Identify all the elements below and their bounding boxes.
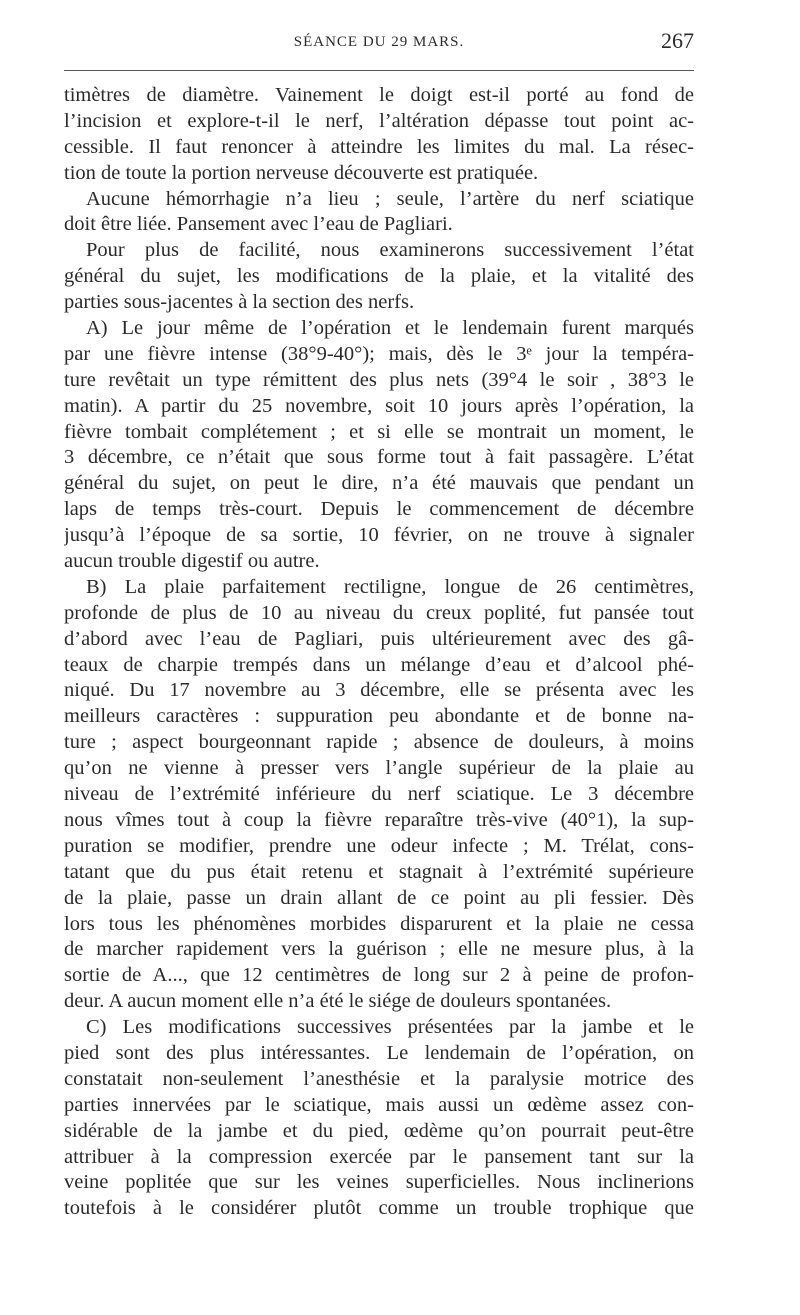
text-line: timètres de diamètre. Vainement le doigt est-il porté au fond de bbox=[64, 84, 694, 106]
text-line: matin). A partir du 25 novembre, soit 10 jours après l’opération, la bbox=[64, 394, 694, 417]
text-line: A) Le jour même de l’opération et le lendemain furent marqués bbox=[86, 317, 694, 340]
text-line: tion de toute la portion nerveuse découverte est pratiquée. bbox=[64, 161, 539, 184]
book-page bbox=[64, 26, 694, 1222]
text-line: pied sont des plus intéressantes. Le lendemain de l’opération, on bbox=[64, 1041, 694, 1064]
text-line: Aucune hémorrhagie n’a lieu ; seule, l’artère du nerf sciatique bbox=[86, 187, 694, 210]
text-line: parties sous-jacentes à la section des nerfs. bbox=[64, 291, 415, 314]
text-line: B) La plaie parfaitement rectiligne, longue de 26 centimètres, bbox=[86, 575, 694, 598]
text-line: aucun trouble digestif ou autre. bbox=[64, 550, 320, 573]
text-line: jusqu’à l’époque de sa sortie, 10 février, on ne trouve à signaler bbox=[64, 524, 694, 547]
header-rule bbox=[64, 70, 694, 71]
text-line: doit être liée. Pansement avec l’eau de Pagliari. bbox=[64, 213, 453, 236]
text-line: toutefois à le considérer plutôt comme un trouble trophique que bbox=[64, 1197, 694, 1220]
text-line: Pour plus de facilité, nous examinerons successivement l’état bbox=[86, 239, 694, 262]
text-line: ture ; aspect bourgeonnant rapide ; absence de douleurs, à moins bbox=[64, 731, 694, 754]
text-line: lors tous les phénomènes morbides disparurent et la plaie ne cessa bbox=[64, 912, 694, 935]
text-line: niqué. Du 17 novembre au 3 décembre, elle se présenta avec les bbox=[64, 679, 694, 702]
text-line: parties innervées par le sciatique, mais aussi un œdème assez con- bbox=[64, 1093, 694, 1116]
running-title: SÉANCE DU 29 MARS. bbox=[293, 34, 465, 50]
body-text bbox=[64, 83, 694, 1222]
text-line: puration se modifier, prendre une odeur infecte ; M. Trélat, cons- bbox=[64, 834, 694, 857]
text-line: meilleurs caractères : suppuration peu abondante et de bonne na- bbox=[64, 705, 694, 728]
text-line: de marcher rapidement vers la guérison ; elle ne mesure plus, à la bbox=[64, 938, 694, 961]
text-line: constatait non-seulement l’anesthésie et la paralysie motrice des bbox=[64, 1067, 694, 1090]
text-line: niveau de l’extrémité inférieure du nerf sciatique. Le 3 décembre bbox=[64, 783, 694, 806]
text-line: 3 décembre, ce n’était que sous forme tout à fait passagère. L’état bbox=[64, 446, 694, 469]
text-line: fièvre tombait complétement ; et si elle se montrait un moment, le bbox=[64, 420, 694, 443]
page-number: 267 bbox=[661, 28, 694, 53]
text-line: veine poplitée que sur les veines superficielles. Nous inclinerions bbox=[64, 1171, 694, 1194]
text-line: cessible. Il faut renoncer à atteindre les limites du mal. La résec- bbox=[64, 135, 694, 158]
text-line: par une fièvre intense (38°9-40°); mais, dès le 3ᵉ jour la tempéra- bbox=[64, 342, 694, 365]
text-line: attribuer à la compression exercée par le pansement tant sur la bbox=[64, 1145, 694, 1168]
text-line: général du sujet, on peut le dire, n’a été mauvais que pendant un bbox=[64, 472, 694, 495]
text-line: profonde de plus de 10 au niveau du creux poplité, fut pansée tout bbox=[64, 601, 694, 624]
text-line: d’abord avec l’eau de Pagliari, puis ultérieurement avec des gâ- bbox=[64, 627, 694, 650]
text-line: de la plaie, passe un drain allant de ce point au pli fessier. Dès bbox=[64, 886, 694, 909]
text-line: sortie de A..., que 12 centimètres de long sur 2 à peine de profon- bbox=[64, 964, 694, 987]
text-line: tatant que du pus était retenu et stagnait à l’extrémité supérieure bbox=[64, 860, 694, 883]
text-line: général du sujet, les modifications de la plaie, et la vitalité des bbox=[64, 265, 694, 288]
text-line: l’incision et explore-t-il le nerf, l’altération dépasse tout point ac- bbox=[64, 109, 694, 132]
text-line: teaux de charpie trempés dans un mélange d’eau et d’alcool phé- bbox=[64, 653, 694, 676]
text-line: sidérable de la jambe et du pied, œdème qu’on pourrait peut-être bbox=[64, 1119, 694, 1142]
text-line: laps de temps très-court. Depuis le commencement de décembre bbox=[64, 498, 694, 521]
text-line: deur. A aucun moment elle n’a été le siége de douleurs spontanées. bbox=[64, 990, 612, 1013]
text-line: qu’on ne vienne à presser vers l’angle supérieur de la plaie au bbox=[64, 757, 694, 780]
text-line: ture revêtait un type rémittent des plus nets (39°4 le soir , 38°3 le bbox=[64, 368, 694, 391]
running-head bbox=[64, 26, 694, 60]
text-line: nous vîmes tout à coup la fièvre reparaître très-vive (40°1), la sup- bbox=[64, 808, 694, 831]
text-line: C) Les modifications successives présentées par la jambe et le bbox=[86, 1016, 694, 1039]
